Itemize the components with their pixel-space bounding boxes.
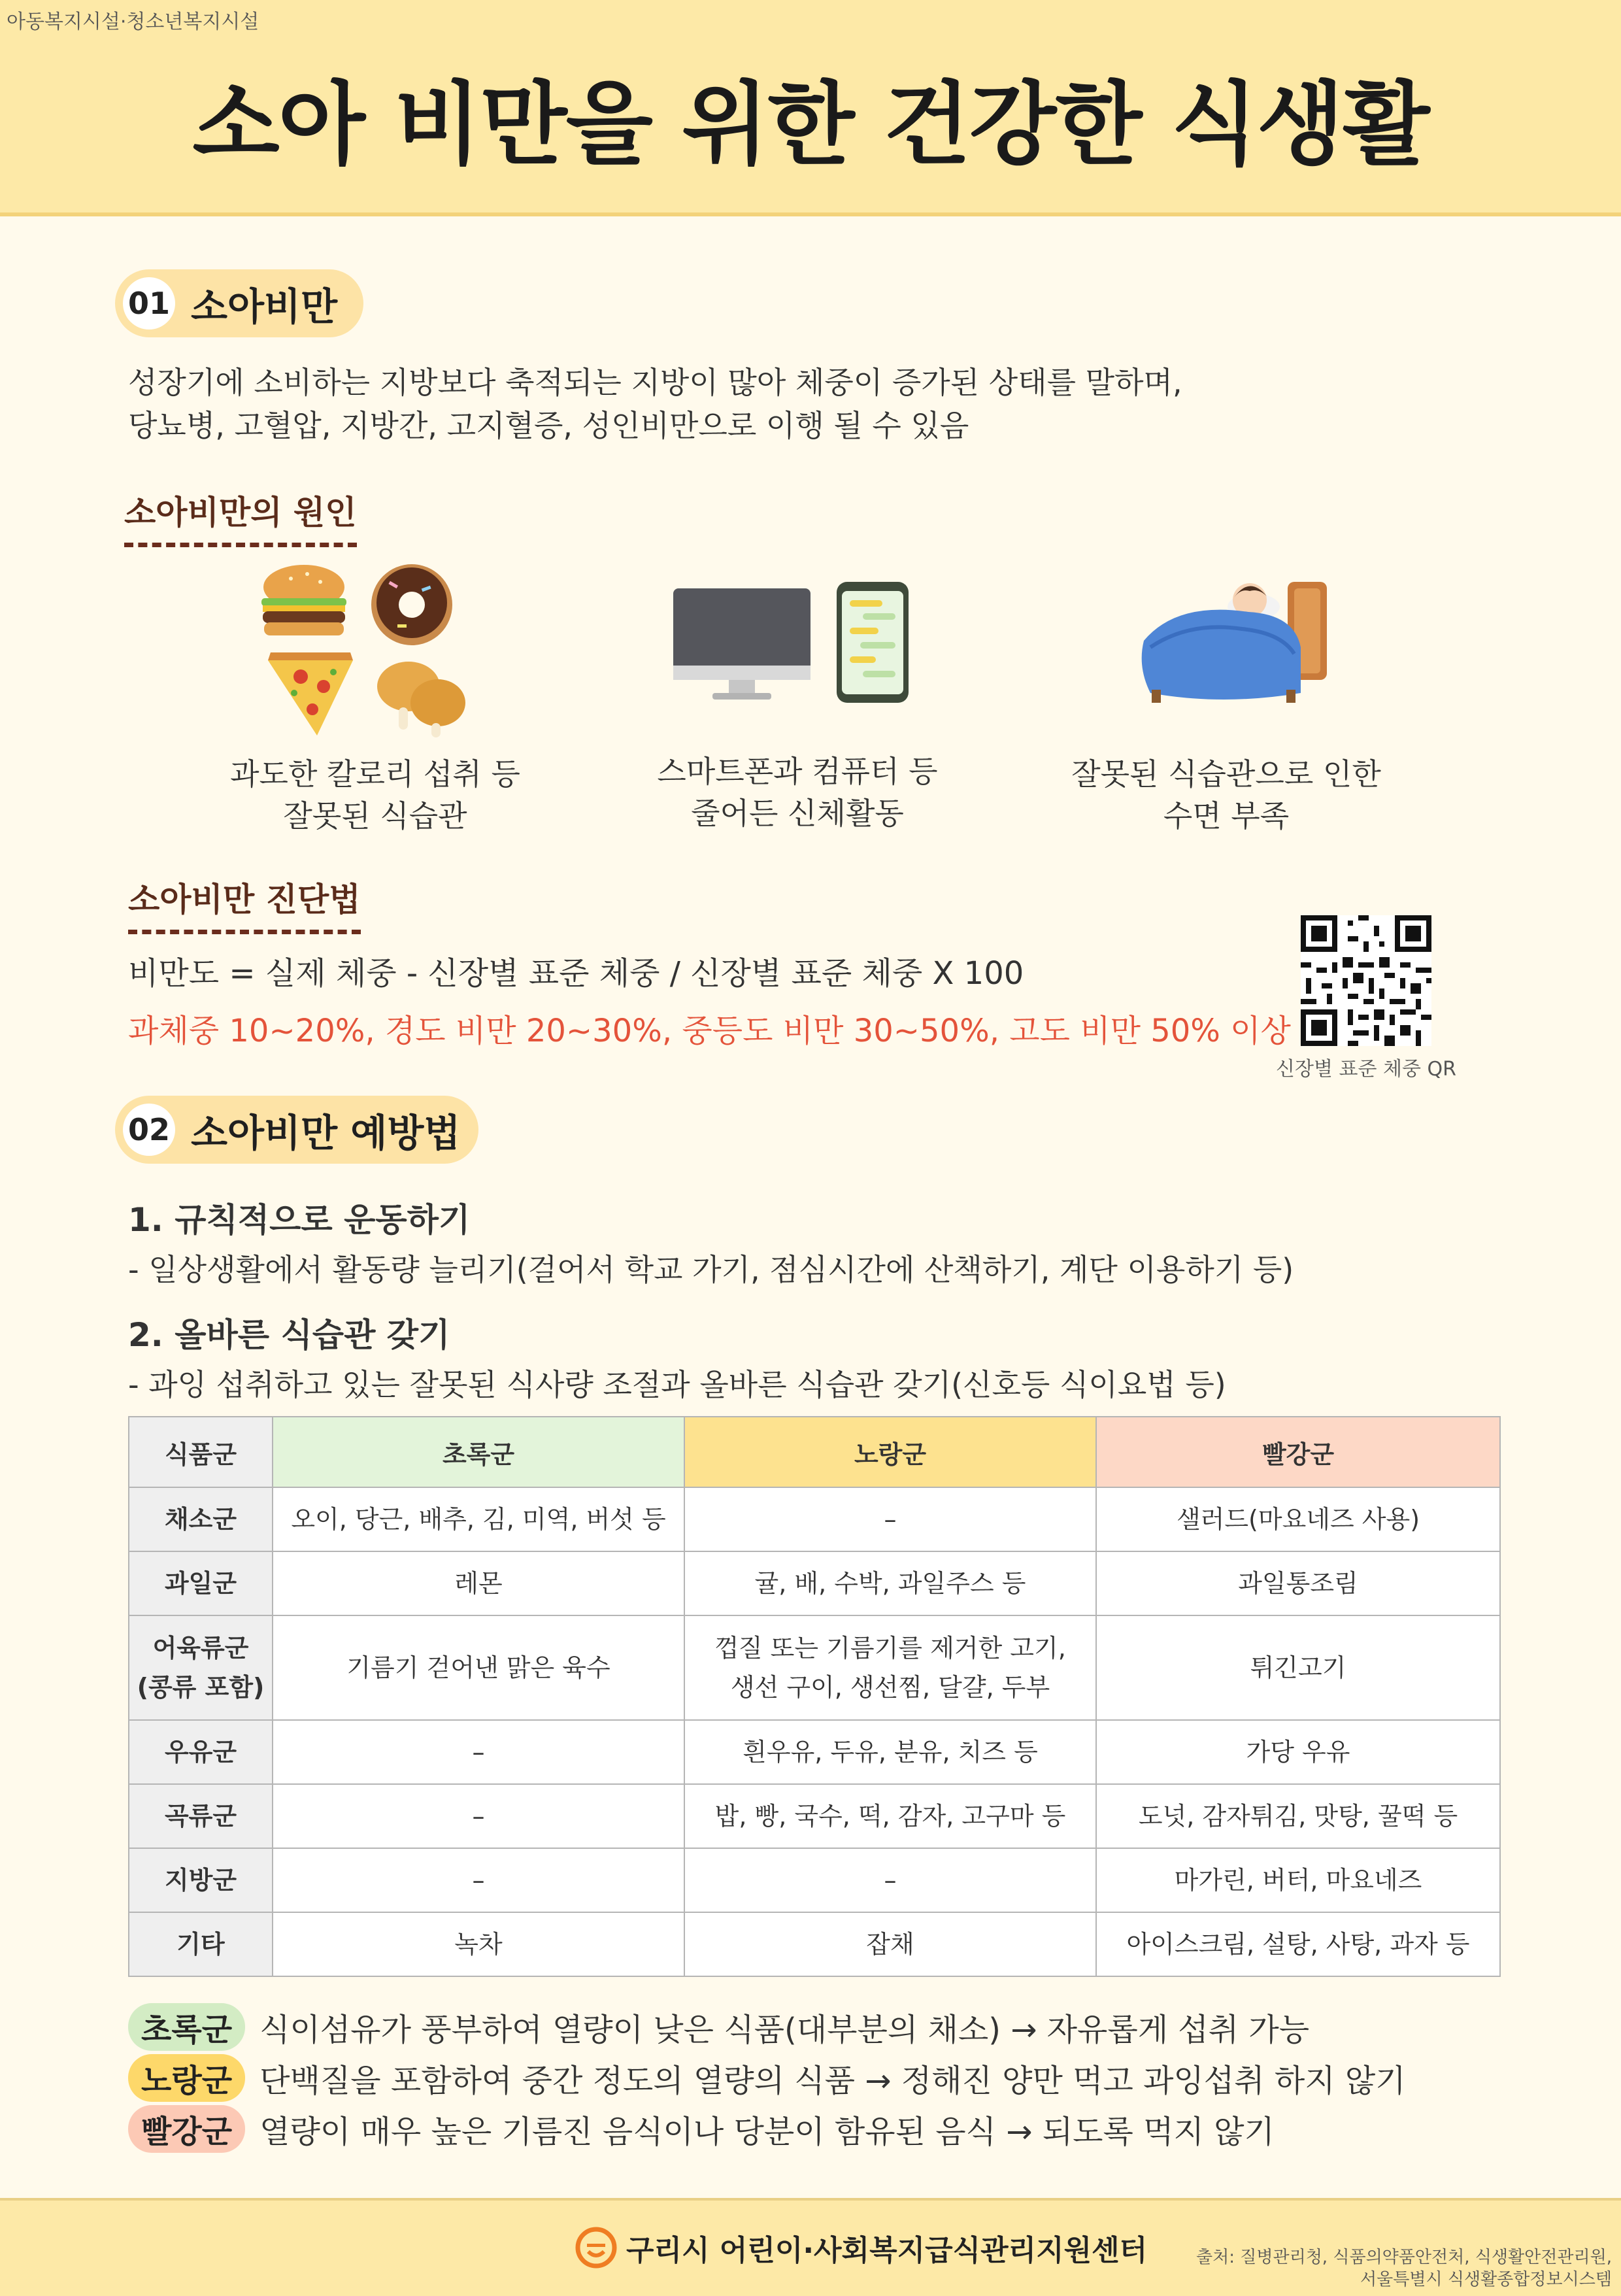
food-group-cell: 곡류군 [129,1784,273,1848]
header-green: 초록군 [273,1417,684,1487]
smile-logo-icon [575,2227,617,2269]
section-02-pill [115,1096,478,1164]
food-group-cell: 기타 [129,1912,273,1976]
legend-text: 단백질을 포함하여 중간 정도의 열량의 식품 → 정해진 양만 먹고 과잉섭취 하지 않기 [259,2063,1406,2099]
monitor-smartphone-icon [673,582,912,706]
section-title: 소아비만 예방법 [191,1111,461,1155]
food-item-cell: – [273,1720,684,1784]
food-item-cell: – [273,1848,684,1912]
section-title: 소아비만 [191,284,338,329]
legend-badge: 초록군 [128,2003,245,2051]
food-item-cell: 레몬 [273,1551,684,1615]
food-group-cell: 채소군 [129,1487,273,1551]
source-line: 출처: 질병관리청, 식품의약품안전처, 식생활안전관리원, [1195,2248,1612,2267]
legend-row [128,2054,1406,2102]
page-header [0,0,1621,216]
footer-org-name: 구리시 어린이·사회복지급식관리지원센터 [626,2234,1148,2267]
food-group-cell: 어육류군 (콩류 포함) [129,1615,273,1720]
section-01-pill [115,269,363,337]
cause-label-line: 스마트폰과 컴퓨터 등 [657,754,938,789]
obesity-grades: 과체중 10~20%, 경도 비만 20~30%, 중등도 비만 30~50%, 고도 비만 50% 이상 [128,1013,1291,1049]
obesity-description-line-2: 당뇨병, 고혈압, 지방간, 고지혈증, 성인비만으로 이행 될 수 있음 [128,408,969,443]
cause-label-line: 줄어든 신체활동 [691,796,904,831]
legend-row [128,2003,1309,2051]
category-tag: 아동복지시설·청소년복지시설 [7,10,259,33]
header-food-group: 식품군 [129,1417,273,1487]
qr-code-icon[interactable] [1301,915,1431,1046]
sleeping-child-icon [1137,569,1337,706]
cause-label-line: 수면 부족 [1163,798,1290,834]
food-item-cell: 귤, 배, 수박, 과일주스 등 [684,1551,1096,1615]
cause-label-diet [179,753,571,837]
source-line: 서울특별시 식생활종합정보시스템 [1360,2270,1612,2289]
cause-label-activity [601,751,994,834]
table-row [129,1848,1500,1912]
footer-organization [575,2227,1147,2269]
food-item-cell: – [684,1487,1096,1551]
table-row [129,1615,1500,1720]
qr-caption: 신장별 표준 체중 QR [1276,1058,1456,1081]
diagnosis-heading: 소아비만 진단법 [128,873,361,934]
diet-text: - 과잉 섭취하고 있는 잘못된 식사량 조절과 올바른 식습관 갖기(신호등 식이요법 등) [128,1367,1226,1402]
legend-text: 식이섬유가 풍부하여 열량이 낮은 식품(대부분의 채소) → 자유롭게 섭취 가능 [259,2012,1310,2048]
legend-text: 열량이 매우 높은 기름진 음식이나 당분이 함유된 음식 → 되도록 먹지 않기 [259,2114,1275,2150]
food-item-cell: 오이, 당근, 배추, 김, 미역, 버섯 등 [273,1487,684,1551]
section-number: 02 [123,1104,175,1156]
table-row [129,1784,1500,1848]
cause-label-line: 잘못된 식습관으로 인한 [1071,756,1381,792]
legend-badge: 노랑군 [128,2054,245,2102]
table-row [129,1912,1500,1976]
section-number: 01 [123,277,175,329]
obesity-description-line-1: 성장기에 소비하는 지방보다 축적되는 지방이 많아 체중이 증가된 상태를 말하며, [128,365,1182,400]
table-row [129,1487,1500,1551]
page-footer [0,2198,1621,2296]
junk-food-icon [255,562,471,739]
obesity-formula: 비만도 = 실제 체중 - 신장별 표준 체중 / 신장별 표준 체중 X 100 [128,955,1024,992]
food-item-cell: – [273,1784,684,1848]
food-item-cell: – [684,1848,1096,1912]
food-item-cell: 도넛, 감자튀김, 맛탕, 꿀떡 등 [1096,1784,1500,1848]
food-item-cell: 과일통조림 [1096,1551,1500,1615]
cause-label-line: 과도한 칼로리 섭취 등 [230,756,520,792]
food-item-cell: 밥, 빵, 국수, 떡, 감자, 고구마 등 [684,1784,1096,1848]
exercise-heading: 1. 규칙적으로 운동하기 [128,1201,471,1239]
food-item-cell: 흰우유, 두유, 분유, 치즈 등 [684,1720,1096,1784]
causes-heading: 소아비만의 원인 [124,486,357,547]
footer-source [1196,2246,1612,2291]
table-row [129,1551,1500,1615]
header-red: 빨강군 [1096,1417,1500,1487]
food-item-cell: 기름기 걷어낸 맑은 육수 [273,1615,684,1720]
cause-label-sleep [1030,753,1422,837]
food-group-cell: 우유군 [129,1720,273,1784]
legend-badge: 빨강군 [128,2105,245,2153]
cause-label-line: 잘못된 식습관 [283,798,467,834]
header-yellow: 노랑군 [684,1417,1096,1487]
food-group-cell: 지방군 [129,1848,273,1912]
exercise-text: - 일상생활에서 활동량 늘리기(걸어서 학교 가기, 점심시간에 산책하기, 계단 이용하기 등) [128,1252,1294,1287]
traffic-light-food-table [128,1416,1501,1977]
food-item-cell: 껍질 또는 기름기를 제거한 고기, 생선 구이, 생선찜, 달걀, 두부 [684,1615,1096,1720]
page-title: 소아 비만을 위한 건강한 식생활 [192,72,1429,177]
food-item-cell: 아이스크림, 설탕, 사탕, 과자 등 [1096,1912,1500,1976]
food-item-cell: 마가린, 버터, 마요네즈 [1096,1848,1500,1912]
food-group-cell: 과일군 [129,1551,273,1615]
food-item-cell: 가당 우유 [1096,1720,1500,1784]
food-item-cell: 녹차 [273,1912,684,1976]
legend-row [128,2105,1275,2153]
table-row [129,1720,1500,1784]
food-item-cell: 샐러드(마요네즈 사용) [1096,1487,1500,1551]
food-item-cell: 잡채 [684,1912,1096,1976]
food-item-cell: 튀긴고기 [1096,1615,1500,1720]
table-header-row [129,1417,1500,1487]
diet-heading: 2. 올바른 식습관 갖기 [128,1316,450,1354]
